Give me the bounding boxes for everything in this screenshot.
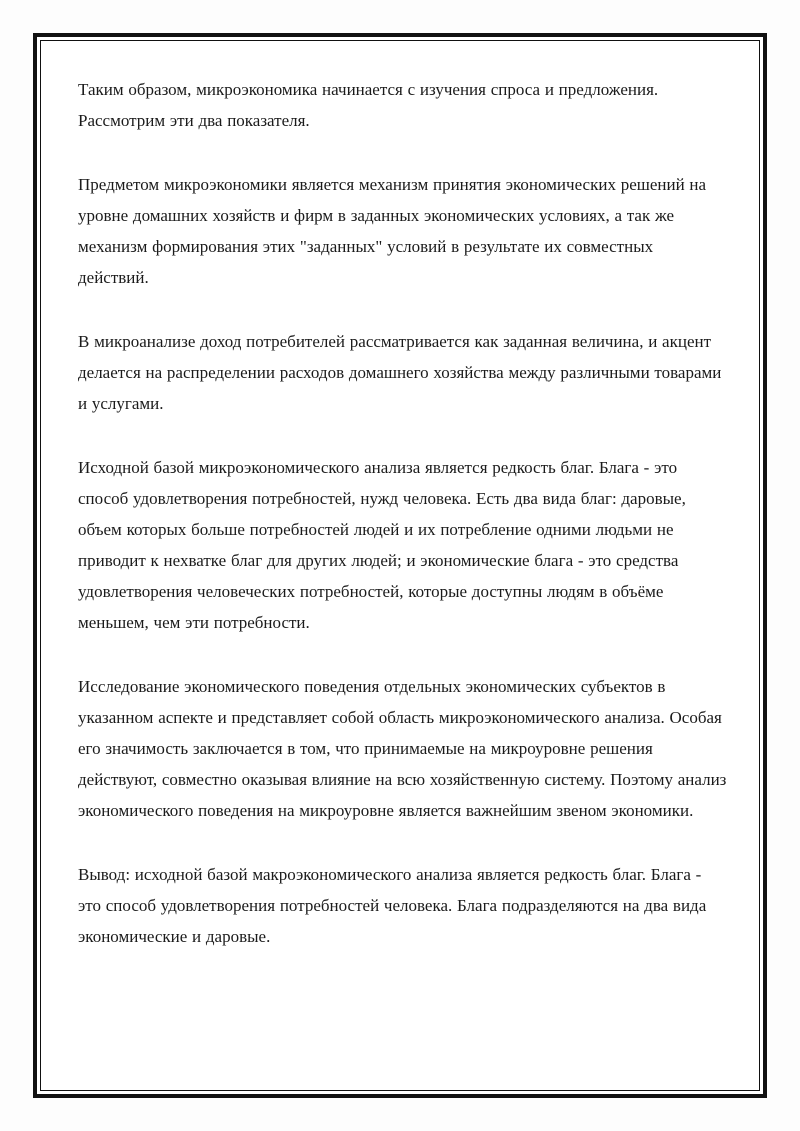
paragraph-3: В микроанализе доход потребителей рассматривается как заданная величина, и акцент делается на распределении расходов домашнего хозяйства между различными товарами и услугами. — [78, 332, 722, 413]
paragraph-6: Вывод: исходной базой макроэкономического анализа является редкость благ. Блага - это способ удовлетворения потребностей человека. Блага подразделяются на два вида экономические и даровые. — [78, 865, 707, 946]
paragraph-4: Исходной базой микроэкономического анализа является редкость благ. Блага - это способ удовлетворения потребностей, нужд человека. Есть два вида благ: даровые, объем которых больше потребностей людей и их потребление одними людьми не приводит к нехватке благ для других людей; и экономические блага - это средства удовлетворения человеческих потребностей, которые доступны людям в объёме меньшем, чем эти потребности. — [78, 458, 686, 632]
document-body — [78, 74, 728, 985]
page-border — [33, 33, 767, 1098]
paragraph-5: Исследование экономического поведения отдельных экономических субъектов в указанном аспекте и представляет собой область микроэкономического анализа. Особая его значимость заключается в том, что принимаемые на микроуровне решения действуют, совместно оказывая влияние на всю хозяйственную систему. Поэтому анализ экономического поведения на микроуровне является важнейшим звеном экономики. — [78, 677, 727, 820]
paragraph-2: Предметом микроэкономики является механизм принятия экономических решений на уровне домашних хозяйств и фирм в заданных экономических условиях, а так же механизм формирования этих "заданных" условий в результате их совместных действий. — [78, 175, 707, 287]
paragraph-1: Таким образом, микроэкономика начинается с изучения спроса и предложения. Рассмотрим эти два показателя. — [78, 80, 659, 130]
